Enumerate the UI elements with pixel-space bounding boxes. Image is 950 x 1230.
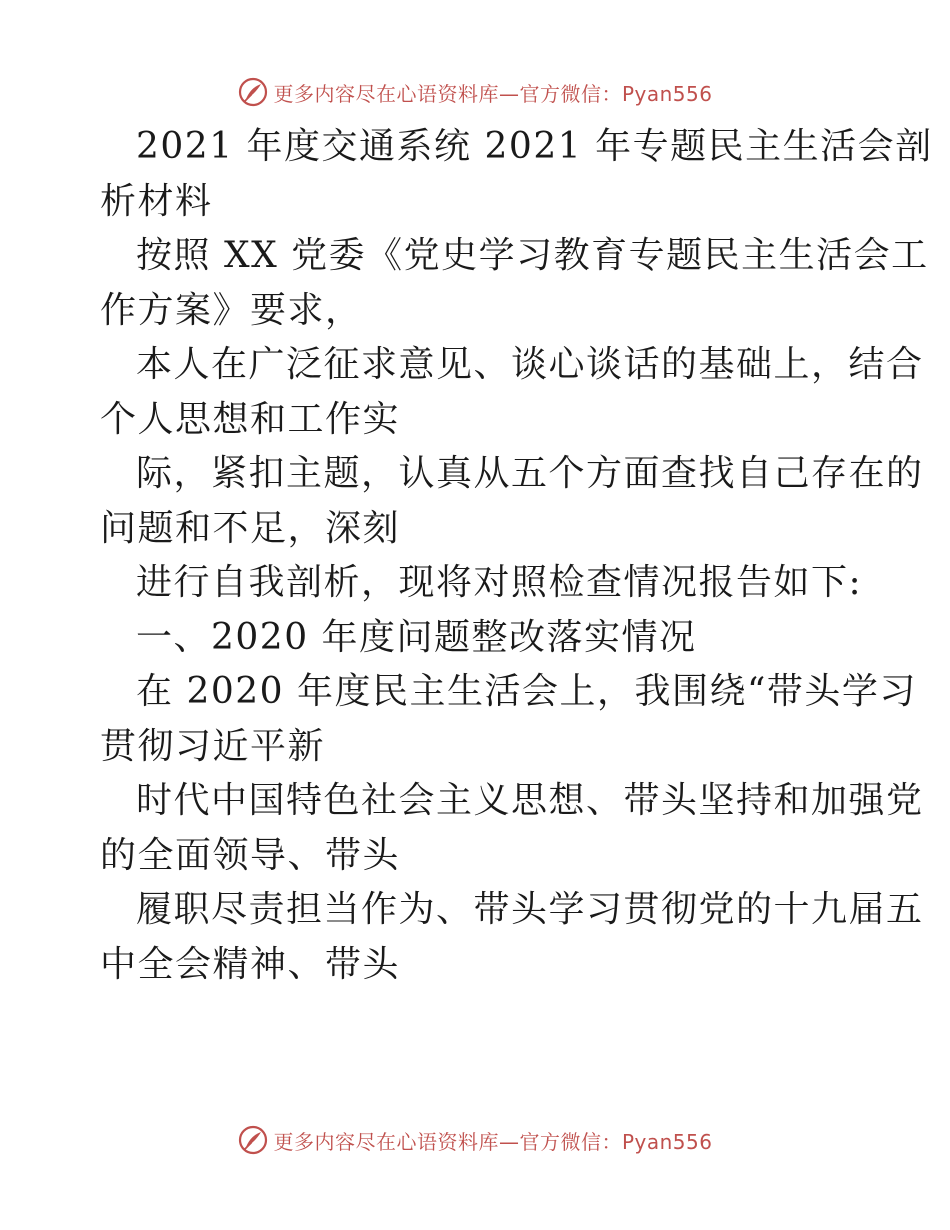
feather-quill-icon bbox=[237, 1124, 269, 1156]
watermark-header bbox=[0, 72, 950, 112]
paragraph bbox=[100, 229, 929, 338]
paragraph-title bbox=[100, 120, 933, 229]
document-body bbox=[100, 120, 933, 992]
text-line: 析材料 bbox=[100, 180, 213, 222]
text-line: 本人在广泛征求意见、谈心谈话的基础上，结合 bbox=[136, 344, 924, 385]
paragraph bbox=[100, 665, 917, 774]
text-line: 问题和不足，深刻 bbox=[100, 507, 401, 549]
paragraph bbox=[100, 883, 924, 992]
paragraph bbox=[100, 338, 924, 447]
watermark-text: 更多内容尽在心语资料库—官方微信：Pyan556 bbox=[273, 1129, 713, 1154]
watermark-footer bbox=[0, 1120, 950, 1160]
text-line: 贯彻习近平新 bbox=[100, 725, 326, 767]
paragraph bbox=[100, 774, 924, 883]
text-line: 在 2020 年度民主生活会上，我围绕“带头学习 bbox=[136, 671, 917, 712]
text-line: 作方案》要求， bbox=[100, 289, 363, 331]
text-line: 2021 年度交通系统 2021 年专题民主生活会剖 bbox=[136, 126, 933, 167]
text-line: 个人思想和工作实 bbox=[100, 398, 401, 440]
text-line: 中全会精神、带头 bbox=[100, 943, 401, 985]
paragraph bbox=[100, 556, 863, 611]
text-line: 一、2020 年度问题整改落实情况 bbox=[136, 616, 697, 658]
paragraph bbox=[100, 447, 924, 556]
text-line: 时代中国特色社会主义思想、带头坚持和加强党 bbox=[136, 780, 924, 821]
feather-quill-icon bbox=[237, 76, 269, 108]
text-line: 进行自我剖析，现将对照检查情况报告如下: bbox=[136, 562, 863, 603]
watermark-text: 更多内容尽在心语资料库—官方微信：Pyan556 bbox=[273, 81, 713, 106]
text-line: 际，紧扣主题，认真从五个方面查找自己存在的 bbox=[136, 453, 924, 494]
text-line: 按照 XX 党委《党史学习教育专题民主生活会工 bbox=[136, 235, 929, 276]
text-line: 履职尽责担当作为、带头学习贯彻党的十九届五 bbox=[136, 889, 924, 930]
section-heading bbox=[100, 611, 850, 666]
text-line: 的全面领导、带头 bbox=[100, 834, 401, 876]
